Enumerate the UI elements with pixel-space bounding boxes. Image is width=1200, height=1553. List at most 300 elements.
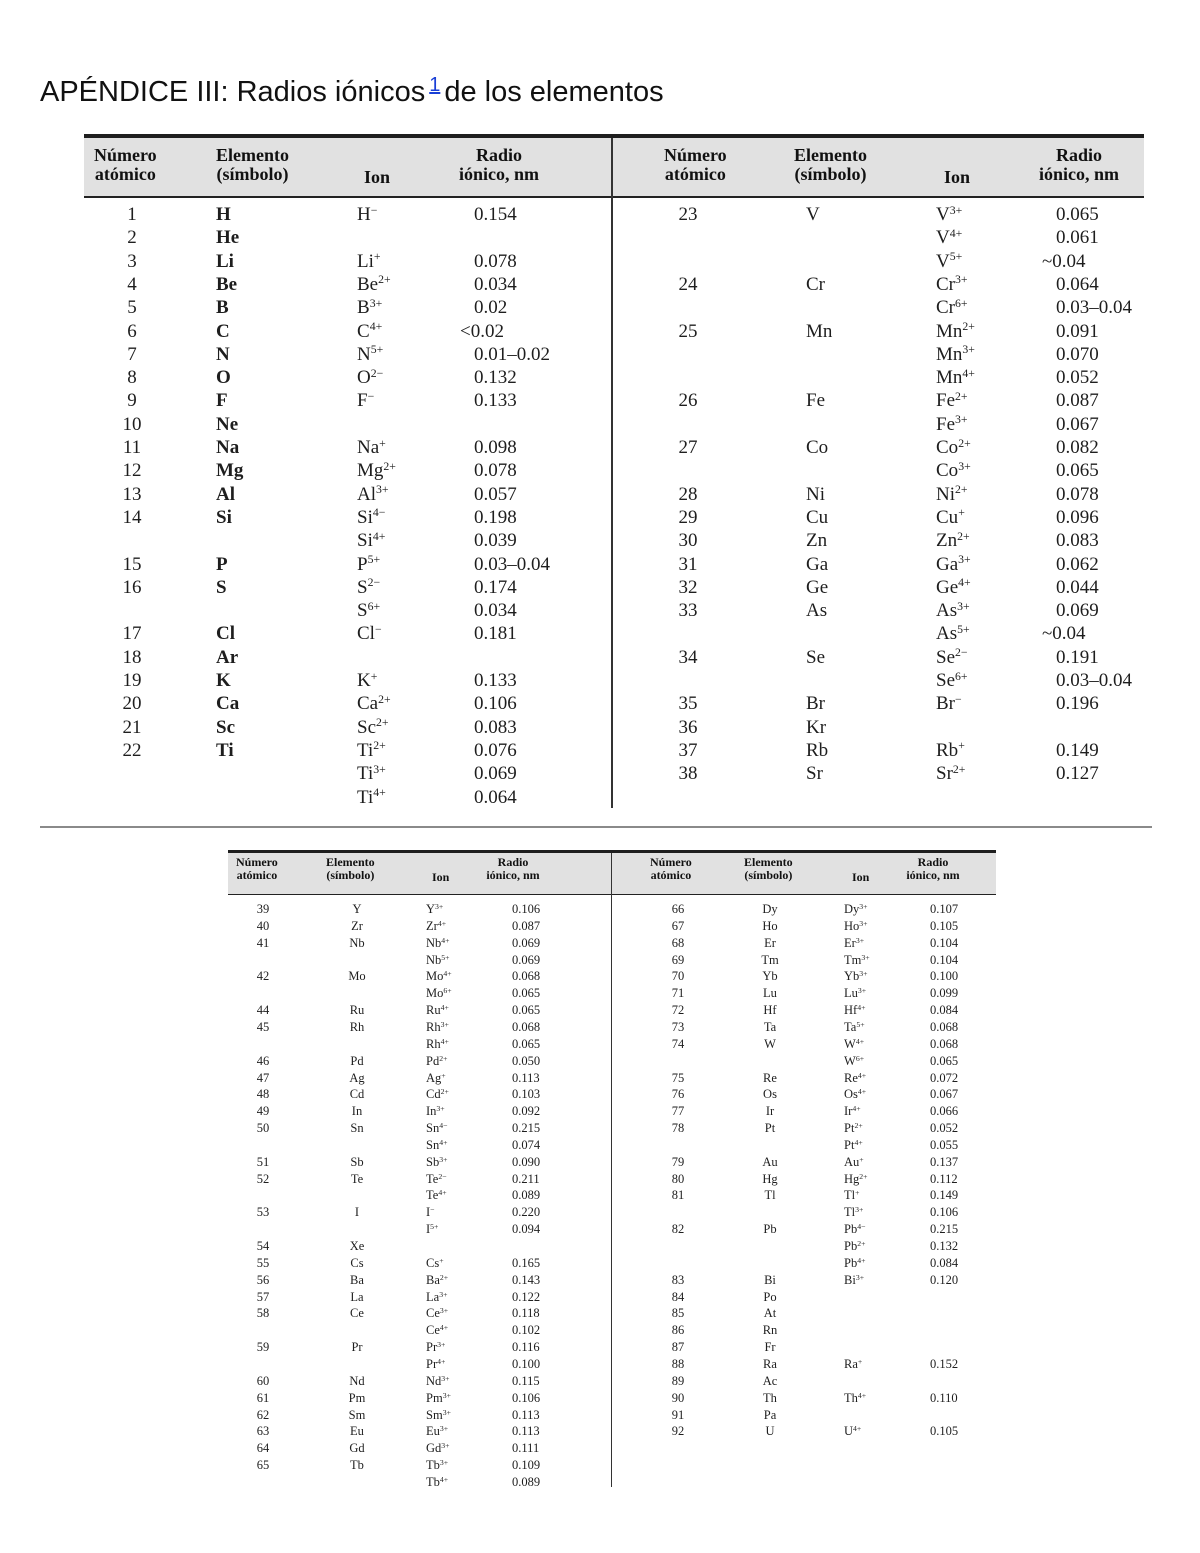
element-symbol: Ce xyxy=(350,1306,364,1321)
ion-charge: − xyxy=(430,1205,435,1215)
ionic-radius-value: 0.064 xyxy=(1056,273,1099,295)
ion-formula xyxy=(844,1003,865,1018)
ion-charge: 4+ xyxy=(857,1255,866,1265)
atomic-number: 80 xyxy=(671,1171,685,1186)
ion-charge: 4+ xyxy=(440,1036,449,1046)
atomic-number: 54 xyxy=(256,1239,270,1253)
ion-symbol: Os xyxy=(844,1087,858,1102)
ion-charge: + xyxy=(379,436,386,450)
header-text: Elemento xyxy=(794,145,867,165)
ionic-radius-value: 0.120 xyxy=(930,1272,959,1287)
header-atomic-number xyxy=(236,856,278,881)
ion-formula xyxy=(426,1188,447,1203)
atomic-number: 45 xyxy=(256,1019,270,1034)
ion-formula xyxy=(844,936,864,951)
ion-symbol: Ta xyxy=(844,1019,857,1034)
ion-formula xyxy=(844,1256,865,1271)
ion-formula xyxy=(936,484,968,506)
ion-charge: 5+ xyxy=(441,952,450,962)
ion-formula xyxy=(426,1357,445,1372)
header-ion xyxy=(944,168,970,187)
ionic-radius-value: 0.067 xyxy=(1056,413,1099,435)
ionic-radius-value: 0.064 xyxy=(474,786,517,808)
ionic-radius-value: 0.03–0.04 xyxy=(1056,297,1132,319)
element-symbol: Tm xyxy=(761,952,779,967)
element-symbol: Cr xyxy=(806,273,825,295)
atomic-number: 5 xyxy=(127,297,137,319)
ion-symbol: Pr xyxy=(426,1340,438,1355)
atomic-number: 48 xyxy=(256,1087,270,1102)
ion-symbol: C xyxy=(357,320,370,342)
element-symbol: Xe xyxy=(349,1239,365,1253)
element-symbol: He xyxy=(216,227,240,249)
atomic-number: 51 xyxy=(256,1154,270,1169)
header-text: Radio xyxy=(1055,145,1102,165)
ionic-radii-table-upper xyxy=(84,134,1144,810)
ion-symbol: Mg xyxy=(357,460,384,482)
ion-charge: 2+ xyxy=(439,1053,448,1063)
ion-charge: + xyxy=(859,1154,864,1164)
table-header-rule xyxy=(228,894,996,895)
element-symbol: Fe xyxy=(806,390,825,412)
element-symbol: Cu xyxy=(806,506,829,528)
atomic-number: 62 xyxy=(256,1407,270,1422)
ion-formula xyxy=(426,902,443,917)
atomic-number: 47 xyxy=(256,1070,270,1085)
ion-charge: 5+ xyxy=(367,553,381,567)
ion-formula xyxy=(357,623,382,645)
ion-symbol: As xyxy=(936,600,958,622)
atomic-number: 87 xyxy=(671,1340,685,1355)
ion-formula xyxy=(357,763,386,785)
ionic-radius-value: 0.109 xyxy=(512,1458,541,1473)
ion-formula xyxy=(426,986,452,1001)
ion-symbol: Hg xyxy=(844,1171,860,1186)
ion-symbol: Si xyxy=(357,530,373,552)
element-symbol: Li xyxy=(216,250,234,272)
atomic-number: 34 xyxy=(678,646,698,668)
element-symbol: Fr xyxy=(764,1340,776,1355)
ionic-radius-value: 0.191 xyxy=(1056,646,1099,668)
atomic-number: 30 xyxy=(678,530,698,552)
ion-symbol: B xyxy=(357,297,370,319)
header-ion xyxy=(852,871,869,884)
atomic-number: 76 xyxy=(671,1087,685,1102)
header-text: atómico xyxy=(664,163,726,184)
element-symbol: Re xyxy=(763,1070,777,1085)
ionic-radius-value: 0.066 xyxy=(930,1104,959,1119)
atomic-number: 74 xyxy=(671,1036,685,1051)
ion-formula xyxy=(426,969,452,984)
atomic-number: 19 xyxy=(122,670,142,691)
ion-charge: 4+ xyxy=(437,918,447,928)
ion-formula xyxy=(844,1087,866,1102)
ion-formula xyxy=(426,1475,448,1490)
ion-symbol: Pt xyxy=(844,1121,855,1136)
ion-charge: − xyxy=(955,692,962,706)
ionic-radius-value: 0.113 xyxy=(512,1424,540,1439)
atomic-number: 61 xyxy=(256,1390,270,1405)
atomic-number: 27 xyxy=(678,437,698,458)
ion-symbol: Th xyxy=(844,1390,858,1405)
ion-symbol: Cd xyxy=(426,1087,441,1102)
ion-formula xyxy=(936,554,971,576)
ion-formula xyxy=(936,577,971,599)
ion-charge: 2− xyxy=(955,646,968,660)
ionic-radius-value: ~0.04 xyxy=(1042,250,1086,272)
ion-formula xyxy=(844,1172,868,1187)
header-text: (símbolo) xyxy=(794,163,867,184)
element-symbol: In xyxy=(351,1104,363,1119)
ion-symbol: V xyxy=(936,204,950,225)
ion-formula xyxy=(357,344,383,366)
element-symbol: Mg xyxy=(216,460,244,482)
ion-charge: 2+ xyxy=(952,762,966,776)
atomic-number: 24 xyxy=(678,273,698,295)
ion-charge: 3+ xyxy=(376,483,389,497)
atomic-number: 6 xyxy=(127,320,137,342)
ionic-radius-value: 0.069 xyxy=(512,952,541,967)
atomic-number: 28 xyxy=(678,483,698,505)
ionic-radius-value: 0.102 xyxy=(512,1323,541,1338)
element-symbol: Mo xyxy=(348,969,366,984)
ion-symbol: Ba xyxy=(426,1272,440,1287)
atomic-number: 64 xyxy=(256,1441,270,1456)
ionic-radius-value: 0.106 xyxy=(512,902,541,916)
ion-formula xyxy=(936,600,970,622)
ion-symbol: V xyxy=(936,227,950,249)
ionic-radius-value: 0.034 xyxy=(474,273,517,295)
element-symbol: Ag xyxy=(349,1070,365,1085)
atomic-number: 31 xyxy=(678,553,698,575)
ion-formula xyxy=(426,1441,450,1456)
ionic-radius-value: 0.052 xyxy=(1056,367,1099,389)
ion-formula xyxy=(844,953,870,968)
ion-symbol: Ag xyxy=(426,1070,442,1085)
ionic-radius-value: 0.069 xyxy=(1056,600,1099,622)
ionic-radius-value: 0.078 xyxy=(474,250,517,272)
ion-symbol: Cr xyxy=(936,297,955,319)
ion-formula xyxy=(844,1391,866,1406)
ionic-radius-value: 0.083 xyxy=(1056,530,1099,552)
ion-formula xyxy=(426,1290,447,1305)
element-symbol: Ca xyxy=(216,693,240,715)
element-symbol: Pb xyxy=(763,1222,777,1237)
element-symbol: Kr xyxy=(806,716,827,738)
element-symbol: Hg xyxy=(762,1171,778,1186)
ion-charge: 5+ xyxy=(370,343,384,357)
atomic-number: 20 xyxy=(122,693,142,715)
atomic-number: 22 xyxy=(122,739,142,761)
ionic-radius-value: 0.122 xyxy=(512,1289,541,1304)
ion-formula xyxy=(426,1222,438,1237)
ionic-radius-value: 0.198 xyxy=(474,506,517,528)
ion-charge: 3+ xyxy=(859,918,868,928)
header-text: Radio xyxy=(497,855,529,869)
element-symbol: Na xyxy=(216,437,240,458)
element-symbol: Er xyxy=(764,935,776,950)
ion-formula xyxy=(844,1273,864,1288)
ionic-radius-value: 0.065 xyxy=(930,1053,959,1068)
ion-symbol: Tm xyxy=(844,952,862,967)
table-column-divider xyxy=(611,138,613,808)
ion-formula xyxy=(357,787,386,809)
ionic-radius-value: 0.076 xyxy=(474,739,517,761)
ion-charge: 3+ xyxy=(439,1424,449,1434)
ion-symbol: Gd xyxy=(426,1441,442,1456)
ion-formula xyxy=(844,986,866,1001)
header-element-symbol xyxy=(326,856,375,881)
ion-symbol: Co xyxy=(936,437,959,458)
ion-symbol: P xyxy=(357,553,368,575)
ion-symbol: K xyxy=(357,670,371,691)
ion-symbol: Pd xyxy=(426,1053,440,1068)
element-symbol: Sr xyxy=(806,763,823,785)
ionic-radius-value: 0.104 xyxy=(930,952,959,967)
ionic-radius-value: 0.078 xyxy=(474,460,517,482)
header-text: Número xyxy=(664,145,727,165)
ionic-radius-value: 0.165 xyxy=(512,1255,541,1270)
element-symbol: Bi xyxy=(764,1272,776,1287)
element-symbol: Ru xyxy=(349,1003,365,1018)
atomic-number: 44 xyxy=(256,1003,270,1018)
ion-charge: 4+ xyxy=(439,1323,449,1332)
ion-charge: 3+ xyxy=(440,1019,449,1029)
ion-charge: 3+ xyxy=(855,1205,864,1215)
ion-formula xyxy=(936,693,962,715)
ionic-radius-value: 0.100 xyxy=(512,1356,541,1371)
header-text: Elemento xyxy=(326,855,375,869)
ion-charge: + xyxy=(855,1188,860,1198)
header-text: iónico, nm xyxy=(486,867,540,882)
ion-formula xyxy=(936,321,975,343)
atomic-number: 13 xyxy=(122,483,142,505)
element-symbol: Be xyxy=(216,273,238,295)
ion-charge: 3+ xyxy=(855,935,865,945)
ion-charge: 2+ xyxy=(854,1120,863,1130)
ion-formula xyxy=(936,344,975,366)
ion-symbol: Co xyxy=(936,460,959,482)
ion-formula xyxy=(357,321,382,343)
table-column-divider xyxy=(611,853,612,1487)
ion-charge: 4+ xyxy=(854,1137,863,1147)
ion-charge: + xyxy=(857,1356,863,1366)
ion-symbol: Er xyxy=(844,935,856,950)
atomic-number: 82 xyxy=(671,1222,685,1237)
ion-formula xyxy=(844,1020,865,1035)
ion-symbol: Ce xyxy=(426,1306,440,1321)
ion-formula xyxy=(936,437,971,459)
header-text: Ion xyxy=(364,167,391,187)
ion-charge: 4+ xyxy=(852,1103,861,1113)
section-divider xyxy=(40,826,1152,828)
ion-formula xyxy=(426,1306,448,1321)
ion-formula xyxy=(936,251,962,273)
ion-symbol: Rh xyxy=(426,1019,441,1034)
footnote-link[interactable]: 1 xyxy=(429,74,441,96)
atomic-number: 38 xyxy=(678,763,698,785)
element-symbol: Ni xyxy=(806,483,825,505)
ion-symbol: Ga xyxy=(936,553,959,575)
atomic-number: 68 xyxy=(671,935,685,950)
atomic-number: 12 xyxy=(122,460,142,482)
ion-symbol: Tb xyxy=(426,1474,440,1489)
ion-formula xyxy=(357,274,391,296)
ion-charge: 2+ xyxy=(859,1171,868,1181)
header-ion xyxy=(432,871,449,884)
ion-formula xyxy=(357,530,385,552)
ion-charge: 3+ xyxy=(439,1289,448,1299)
ion-charge: 3+ xyxy=(962,343,975,357)
header-text: Número xyxy=(94,145,157,165)
ionic-radius-value: 0.143 xyxy=(512,1272,541,1287)
ion-charge: − xyxy=(370,203,378,217)
ion-formula xyxy=(844,1239,865,1254)
ion-charge: 3+ xyxy=(435,901,444,911)
element-symbol: Ba xyxy=(350,1272,364,1287)
element-symbol: Se xyxy=(806,646,825,668)
ion-formula xyxy=(844,969,868,984)
element-symbol: N xyxy=(216,343,230,365)
ion-charge: 6+ xyxy=(367,599,381,613)
element-symbol: Pt xyxy=(764,1121,776,1136)
ion-charge: 6+ xyxy=(955,296,968,310)
ion-charge: 3+ xyxy=(949,203,963,217)
atomic-number: 55 xyxy=(256,1255,270,1270)
element-symbol: Pa xyxy=(763,1407,777,1422)
element-symbol: Rb xyxy=(806,739,829,761)
ion-charge: 3+ xyxy=(373,762,386,776)
header-text: Radio xyxy=(475,145,522,165)
ion-formula xyxy=(936,530,970,552)
ion-symbol: Al xyxy=(357,483,376,505)
ion-charge: 2+ xyxy=(962,320,975,334)
element-symbol: Ac xyxy=(762,1373,778,1388)
ion-formula xyxy=(426,1020,449,1035)
ion-symbol: Mo xyxy=(426,986,444,1001)
ion-charge: 2+ xyxy=(957,529,970,543)
ion-charge: 4+ xyxy=(958,576,971,590)
element-symbol: Zn xyxy=(806,530,828,552)
ion-charge: 3+ xyxy=(861,952,870,962)
ion-formula xyxy=(426,1087,449,1102)
ion-charge: 4+ xyxy=(439,1474,449,1484)
ion-charge: 2+ xyxy=(378,692,391,706)
ion-charge: 4+ xyxy=(373,786,386,800)
header-text: Radio xyxy=(917,855,949,869)
ion-charge: 3+ xyxy=(369,296,383,310)
ion-charge: 4+ xyxy=(443,969,452,979)
ion-charge: 2+ xyxy=(373,739,386,753)
ion-charge: 4+ xyxy=(857,1390,867,1400)
ion-formula xyxy=(936,623,970,645)
atomic-number: 78 xyxy=(671,1121,685,1136)
element-symbol: Pm xyxy=(348,1390,366,1405)
element-symbol: Cl xyxy=(216,623,235,645)
atomic-number: 39 xyxy=(256,902,270,916)
ion-symbol: Ni xyxy=(936,483,955,505)
atomic-number: 56 xyxy=(256,1272,270,1287)
header-text: atómico xyxy=(236,867,278,882)
element-symbol: Ho xyxy=(762,918,778,933)
ion-charge: 3+ xyxy=(442,1407,451,1417)
ion-formula xyxy=(936,670,968,692)
ion-charge: + xyxy=(370,669,378,683)
header-text: iónico, nm xyxy=(1038,163,1119,184)
atomic-number: 32 xyxy=(678,576,698,598)
ion-symbol: In xyxy=(426,1104,437,1119)
ionic-radius-value: 0.152 xyxy=(930,1356,959,1371)
ion-formula xyxy=(426,1155,447,1170)
atomic-number: 26 xyxy=(678,390,698,412)
ionic-radius-value: 0.106 xyxy=(512,1390,541,1405)
element-symbol: P xyxy=(216,553,228,575)
atomic-number: 81 xyxy=(671,1188,685,1203)
element-symbol: U xyxy=(765,1424,775,1439)
ionic-radius-value: 0.104 xyxy=(930,935,959,950)
ion-charge: 4+ xyxy=(372,529,386,543)
ion-charge: 2+ xyxy=(376,716,389,730)
header-ionic-radius xyxy=(878,856,988,881)
ion-charge: 3+ xyxy=(958,459,971,473)
ion-formula xyxy=(844,1138,863,1153)
header-text: Ion xyxy=(432,870,450,884)
element-symbol: Co xyxy=(806,437,829,458)
element-symbol: H xyxy=(216,204,231,225)
atomic-number: 83 xyxy=(671,1272,685,1287)
atomic-number: 84 xyxy=(671,1289,685,1304)
element-symbol: As xyxy=(806,600,828,622)
ion-formula xyxy=(844,919,868,934)
ion-symbol: Ti xyxy=(357,786,374,808)
ionic-radius-value: 0.090 xyxy=(512,1154,541,1169)
ion-charge: + xyxy=(441,1070,446,1080)
ion-charge: + xyxy=(439,1255,444,1265)
ionic-radius-value: <0.02 xyxy=(460,320,504,342)
ion-formula xyxy=(357,577,380,599)
element-symbol: C xyxy=(216,320,230,342)
ionic-radius-value: 0.106 xyxy=(474,693,517,715)
ion-charge: 4+ xyxy=(853,1424,862,1434)
header-element-symbol xyxy=(744,856,793,881)
ionic-radius-value: 0.132 xyxy=(930,1239,959,1253)
ion-charge: 3+ xyxy=(439,1306,449,1316)
ion-symbol: Li xyxy=(357,250,374,272)
ion-symbol: Cr xyxy=(936,273,955,295)
ion-charge: 2− xyxy=(367,576,381,590)
ion-symbol: Pb xyxy=(844,1255,858,1270)
ion-formula xyxy=(936,274,968,296)
atomic-number: 49 xyxy=(256,1104,270,1119)
ion-symbol: Sc xyxy=(357,716,376,738)
ion-formula xyxy=(936,647,968,669)
ion-symbol: Yb xyxy=(844,969,860,984)
element-symbol: Ir xyxy=(765,1104,775,1119)
ion-charge: 5+ xyxy=(856,1019,865,1029)
ion-symbol: Be xyxy=(357,273,379,295)
element-symbol: Y xyxy=(352,902,362,916)
ion-symbol: Sr xyxy=(936,763,953,785)
ion-charge: 2+ xyxy=(440,1087,449,1097)
ion-formula xyxy=(426,1340,445,1355)
ion-symbol: Sn xyxy=(426,1137,440,1152)
ion-charge: + xyxy=(958,506,965,520)
ion-symbol: S xyxy=(357,600,368,622)
element-symbol: Nb xyxy=(349,935,365,950)
ion-symbol: Sn xyxy=(426,1121,440,1136)
atomic-number: 67 xyxy=(671,918,685,933)
ion-symbol: W xyxy=(844,1053,856,1068)
